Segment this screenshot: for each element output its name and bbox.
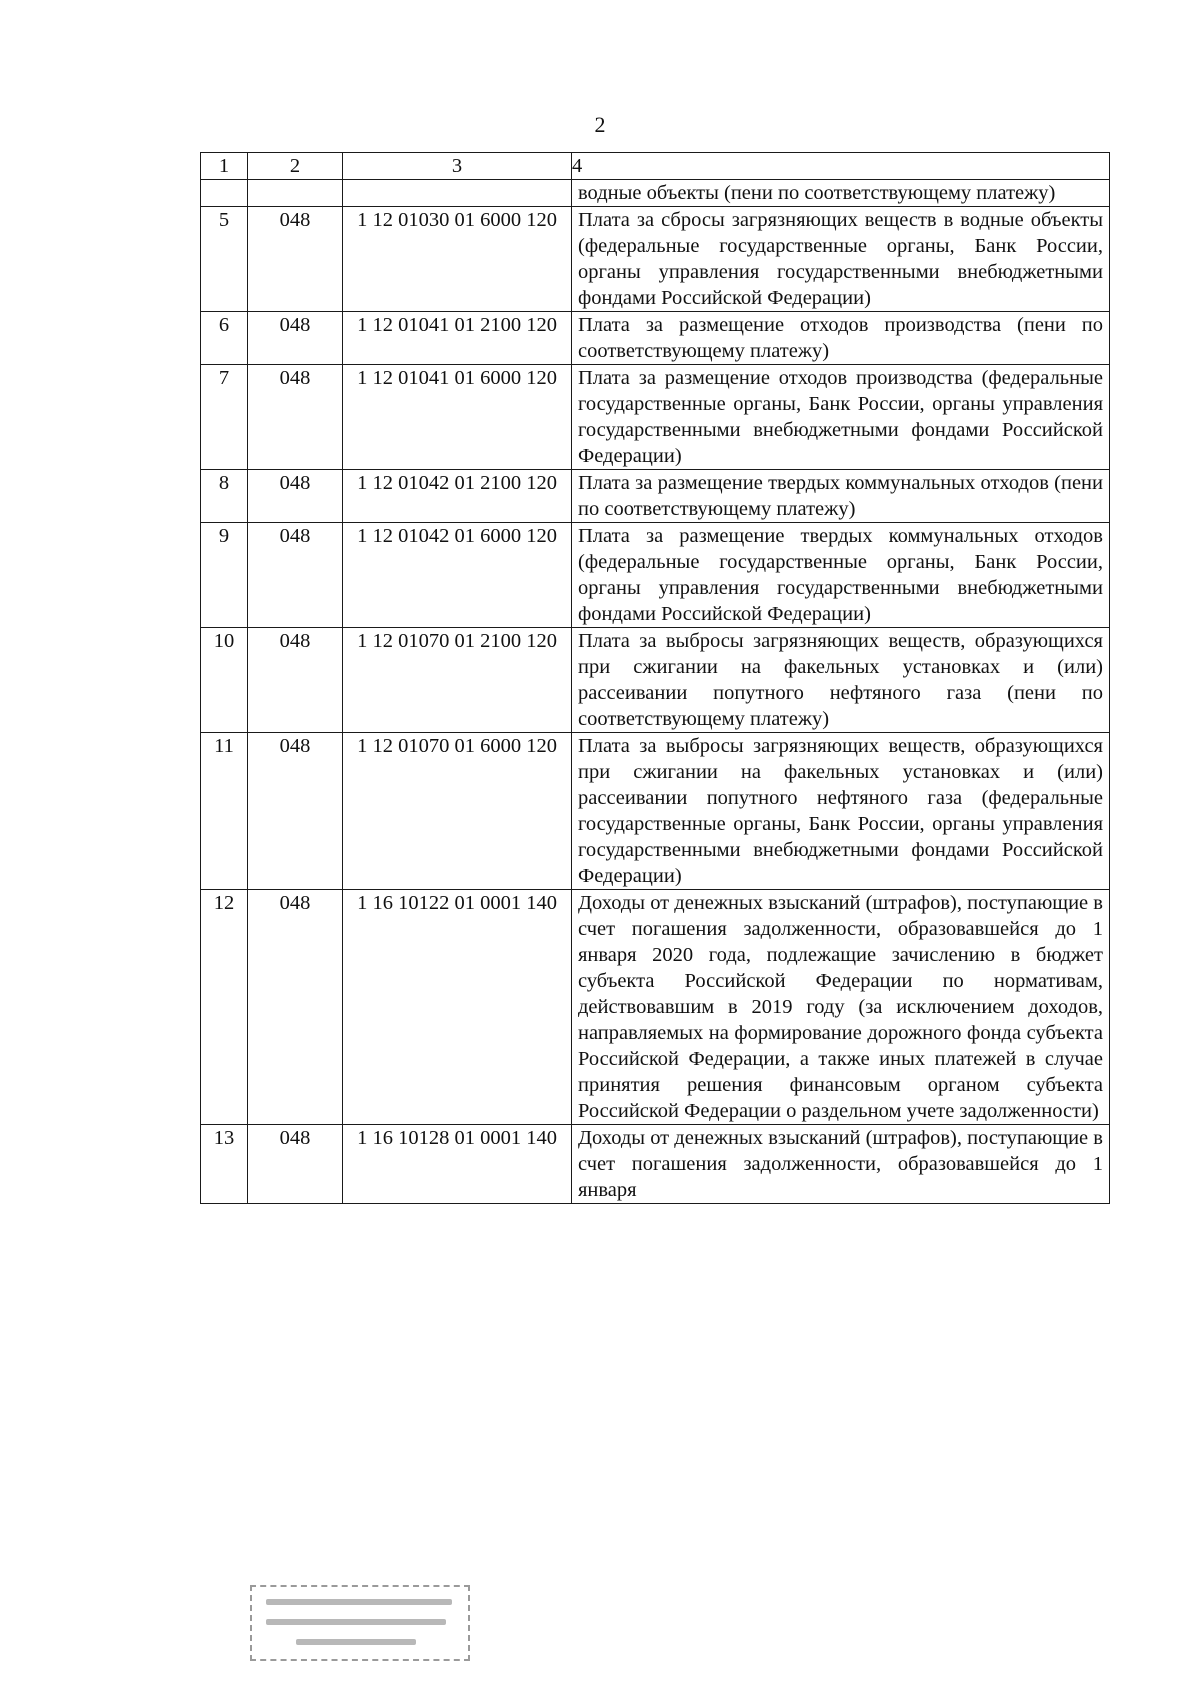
- admin-code: 048: [248, 733, 343, 890]
- row-number: 8: [201, 470, 248, 523]
- row-number: 10: [201, 628, 248, 733]
- income-description: водные объекты (пени по соответствующему платежу): [572, 180, 1110, 207]
- income-description: Плата за размещение отходов производства (федеральные государственные органы, Банк России, органы управления государственными внебюджетными фондами Российской Федерации): [572, 365, 1110, 470]
- budget-code: 1 16 10128 01 0001 140: [343, 1125, 572, 1204]
- budget-classification-table: [200, 152, 1110, 1204]
- stamp-text-line: [266, 1599, 452, 1605]
- budget-code: [343, 180, 572, 207]
- row-number: 11: [201, 733, 248, 890]
- registration-stamp: [250, 1585, 470, 1661]
- admin-code: 048: [248, 628, 343, 733]
- table-row: [201, 1125, 1110, 1204]
- admin-code: 048: [248, 470, 343, 523]
- income-description: Плата за размещение отходов производства (пени по соответствующему платежу): [572, 312, 1110, 365]
- admin-code: 048: [248, 890, 343, 1125]
- stamp-text-line: [296, 1639, 416, 1645]
- row-number: 13: [201, 1125, 248, 1204]
- budget-code: 1 16 10122 01 0001 140: [343, 890, 572, 1125]
- header-col-2: 2: [248, 153, 343, 180]
- page-number: 2: [594, 112, 606, 137]
- admin-code: 048: [248, 1125, 343, 1204]
- table-row: [201, 628, 1110, 733]
- row-number: 7: [201, 365, 248, 470]
- income-description: Доходы от денежных взысканий (штрафов), поступающие в счет погашения задолженности, образовавшейся до 1 января 2020 года, подлежащие зачислению в бюджет субъекта Российской Федерации по нормативам, действовавшим в 2019 году (за исключением доходов, направляемых на формирование дорожного фонда субъекта Российской Федерации, а также иных платежей в случае принятия решения финансовым органом субъекта Российской Федерации о раздельном учете задолженности): [572, 890, 1110, 1125]
- table-row: [201, 470, 1110, 523]
- table-row: [201, 312, 1110, 365]
- income-description: Плата за выбросы загрязняющих веществ, образующихся при сжигании на факельных установках и (или) рассеивании попутного нефтяного газа (федеральные государственные органы, Банк России, органы управления государственными внебюджетными фондами Российской Федерации): [572, 733, 1110, 890]
- header-col-4: 4: [572, 153, 1110, 180]
- budget-code: 1 12 01042 01 6000 120: [343, 523, 572, 628]
- header-col-3: 3: [343, 153, 572, 180]
- budget-code: 1 12 01041 01 6000 120: [343, 365, 572, 470]
- budget-code: 1 12 01042 01 2100 120: [343, 470, 572, 523]
- table-row: [201, 180, 1110, 207]
- stamp-text-line: [266, 1619, 446, 1625]
- table-row: [201, 890, 1110, 1125]
- table-row: [201, 733, 1110, 890]
- table-row: [201, 523, 1110, 628]
- income-description: Плата за размещение твердых коммунальных отходов (федеральные государственные органы, Банк России, органы управления государственными внебюджетными фондами Российской Федерации): [572, 523, 1110, 628]
- row-number: [201, 180, 248, 207]
- table-header: [201, 153, 1110, 180]
- header-col-1: 1: [201, 153, 248, 180]
- income-description: Плата за размещение твердых коммунальных отходов (пени по соответствующему платежу): [572, 470, 1110, 523]
- table-row: [201, 365, 1110, 470]
- budget-code: 1 12 01041 01 2100 120: [343, 312, 572, 365]
- budget-code: 1 12 01030 01 6000 120: [343, 207, 572, 312]
- table-body: [201, 180, 1110, 1204]
- row-number: 12: [201, 890, 248, 1125]
- income-description: Плата за сбросы загрязняющих веществ в водные объекты (федеральные государственные органы, Банк России, органы управления государственными внебюджетными фондами Российской Федерации): [572, 207, 1110, 312]
- table-header-row: [201, 153, 1110, 180]
- budget-code: 1 12 01070 01 6000 120: [343, 733, 572, 890]
- admin-code: 048: [248, 312, 343, 365]
- admin-code: 048: [248, 523, 343, 628]
- income-description: Доходы от денежных взысканий (штрафов), поступающие в счет погашения задолженности, образовавшейся до 1 января: [572, 1125, 1110, 1204]
- income-description: Плата за выбросы загрязняющих веществ, образующихся при сжигании на факельных установках и (или) рассеивании попутного нефтяного газа (пени по соответствующему платежу): [572, 628, 1110, 733]
- row-number: 6: [201, 312, 248, 365]
- table-row: [201, 207, 1110, 312]
- admin-code: 048: [248, 365, 343, 470]
- admin-code: 048: [248, 207, 343, 312]
- budget-code: 1 12 01070 01 2100 120: [343, 628, 572, 733]
- row-number: 9: [201, 523, 248, 628]
- admin-code: [248, 180, 343, 207]
- row-number: 5: [201, 207, 248, 312]
